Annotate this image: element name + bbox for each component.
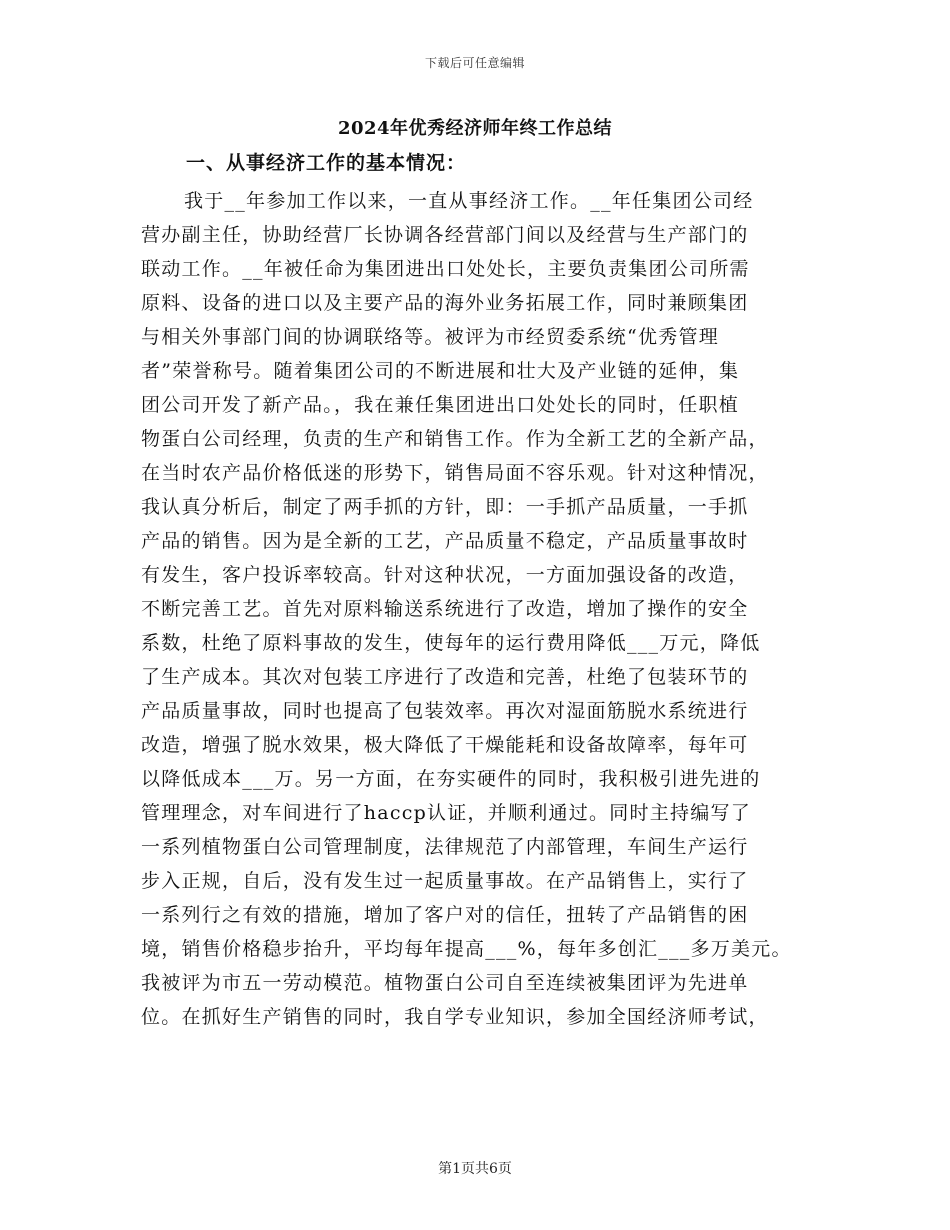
body-line: 有发生，客户投诉率较高。针对这种状况，一方面加强设备的改造， — [141, 564, 749, 586]
document-title: 2024年优秀经济师年终工作总结 — [337, 118, 613, 139]
body-line: 不断完善工艺。首先对原料输送系统进行了改造，增加了操作的安全 — [141, 598, 749, 620]
body-line: 联动工作。__年被任命为集团进出口处处长，主要负责集团公司所需 — [141, 258, 750, 280]
section-heading: 一、从事经济工作的基本情况： — [186, 152, 467, 174]
body-line: 我于__年参加工作以来，一直从事经济工作。__年任集团公司经 — [184, 190, 754, 212]
body-line: 物蛋白公司经理，负责的生产和销售工作。作为全新工艺的全新产品， — [141, 428, 769, 450]
body-line: 一系列行之有效的措施，增加了客户对的信任，扭转了产品销售的困 — [141, 904, 749, 926]
body-line: 产品的销售。因为是全新的工艺，产品质量不稳定，产品质量事故时 — [141, 530, 749, 552]
body-line: 以降低成本___万。另一方面，在夯实硬件的同时，我积极引进先进的 — [141, 768, 761, 790]
body-line: 在当时农产品价格低迷的形势下，销售局面不容乐观。针对这种情况， — [141, 462, 769, 484]
body-line: 境，销售价格稳步抬升，平均每年提高___%，每年多创汇___多万美元。 — [141, 938, 792, 960]
page-footer: 第1页共6页 — [438, 1161, 512, 1177]
body-line: 营办副主任，协助经营厂长协调各经营部门间以及经营与生产部门的 — [141, 224, 749, 246]
body-line: 位。在抓好生产销售的同时，我自学专业知识，参加全国经济师考试， — [141, 1006, 769, 1028]
body-line: 改造，增强了脱水效果，极大降低了干燥能耗和设备故障率，每年可 — [141, 734, 749, 756]
body-line: 系数，杜绝了原料事故的发生，使每年的运行费用降低___万元，降低 — [141, 632, 761, 654]
body-line: 团公司开发了新产品。，我在兼任集团进出口处处长的同时，任职植 — [141, 394, 740, 416]
body-line: 一系列植物蛋白公司管理制度，法律规范了内部管理，车间生产运行 — [141, 836, 749, 858]
body-line: 我被评为市五一劳动模范。植物蛋白公司自至连续被集团评为先进单 — [141, 972, 749, 994]
body-line: 与相关外事部门间的协调联络等。被评为市经贸委系统“优秀管理 — [141, 326, 719, 348]
header-note: 下载后可任意编辑 — [424, 56, 525, 70]
body-line: 了生产成本。其次对包装工序进行了改造和完善，杜绝了包装环节的 — [141, 666, 749, 688]
body-line: 产品质量事故，同时也提高了包装效率。再次对湿面筋脱水系统进行 — [141, 700, 749, 722]
body-line: 我认真分析后，制定了两手抓的方针，即：一手抓产品质量，一手抓 — [141, 496, 749, 518]
body-line: 步入正规，自后，没有发生过一起质量事故。在产品销售上，实行了 — [141, 870, 749, 892]
body-line: 管理理念，对车间进行了haccp认证，并顺利通过。同时主持编写了 — [141, 802, 752, 824]
body-line: 者”荣誉称号。随着集团公司的不断进展和壮大及产业链的延伸，集 — [141, 360, 740, 382]
body-line: 原料、设备的进口以及主要产品的海外业务拓展工作，同时兼顾集团 — [141, 292, 749, 314]
